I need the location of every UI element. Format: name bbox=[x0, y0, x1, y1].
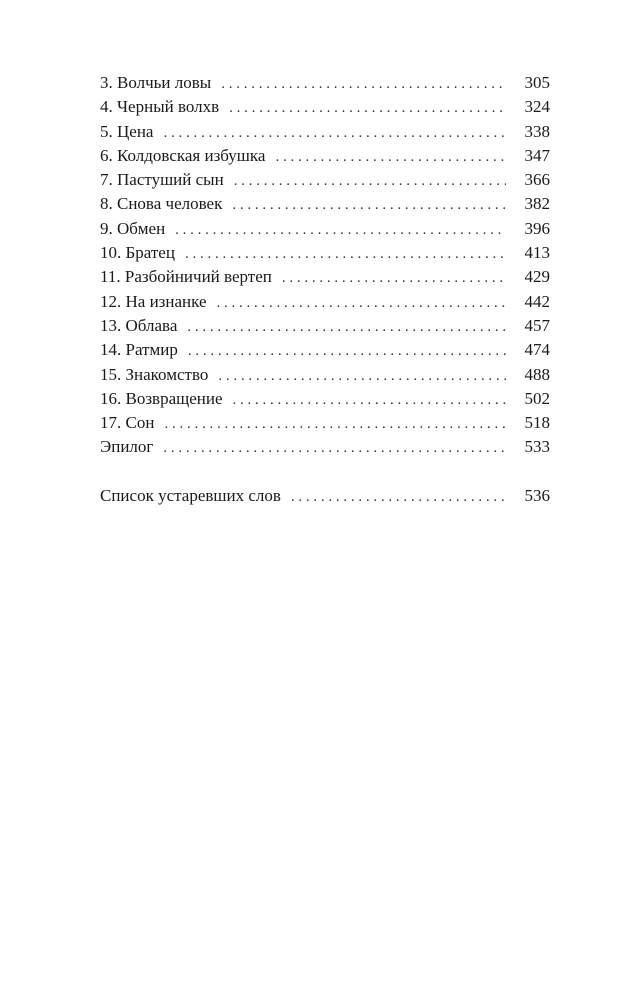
toc-entry-page: 305 bbox=[524, 73, 550, 92]
toc-entry-page: 347 bbox=[524, 145, 550, 165]
toc-entry-title: 5. Цена bbox=[100, 121, 154, 141]
toc-entry-title: Список устаревших слов bbox=[100, 486, 281, 506]
dot-leader bbox=[185, 242, 506, 266]
toc-entry-page: 457 bbox=[524, 315, 550, 335]
toc-entry-title: 9. Обмен bbox=[100, 218, 166, 238]
toc-entry-title: 8. Снова человек bbox=[100, 194, 223, 214]
dot-leader bbox=[234, 169, 506, 193]
toc-entry bbox=[100, 71, 550, 95]
toc-entry-page: 502 bbox=[524, 388, 550, 408]
toc-entry bbox=[100, 265, 550, 289]
dot-leader bbox=[187, 315, 506, 339]
toc-entry-title: 17. Сон bbox=[100, 413, 155, 433]
toc-entry-page: 474 bbox=[524, 340, 550, 360]
dot-leader bbox=[163, 436, 506, 460]
toc-entry-page: 382 bbox=[524, 194, 550, 214]
toc-entry-page: 413 bbox=[524, 243, 550, 263]
dot-leader bbox=[188, 339, 506, 363]
dot-leader bbox=[217, 291, 506, 315]
dot-leader bbox=[218, 364, 506, 388]
toc-entry-page: 488 bbox=[524, 364, 550, 384]
toc-entry bbox=[100, 387, 550, 411]
dot-leader bbox=[175, 218, 506, 242]
table-of-contents bbox=[100, 71, 550, 508]
dot-leader bbox=[232, 193, 506, 217]
toc-entry-appendix bbox=[100, 484, 550, 508]
dot-leader bbox=[282, 266, 506, 290]
toc-entry-title: 4. Черный волхв bbox=[100, 97, 220, 117]
toc-entry-page: 338 bbox=[524, 121, 550, 141]
toc-entry-title: 7. Пастуший сын bbox=[100, 170, 224, 190]
toc-entry bbox=[100, 290, 550, 314]
toc-entry-title: 15. Знакомство bbox=[100, 364, 209, 384]
dot-leader bbox=[233, 388, 506, 412]
toc-entry bbox=[100, 363, 550, 387]
toc-entry-title: 12. На изнанке bbox=[100, 291, 207, 311]
toc-entry-page: 396 bbox=[524, 218, 550, 238]
toc-entry bbox=[100, 168, 550, 192]
toc-entry bbox=[100, 120, 550, 144]
toc-entry-title: 11. Разбойничий вертеп bbox=[100, 267, 272, 287]
toc-entry bbox=[100, 435, 550, 459]
toc-entry bbox=[100, 411, 550, 435]
toc-entry-page: 442 bbox=[524, 291, 550, 311]
dot-leader bbox=[163, 121, 506, 145]
toc-entry bbox=[100, 192, 550, 216]
toc-entry bbox=[100, 144, 550, 168]
toc-entry-title: 6. Колдовская избушка bbox=[100, 145, 266, 165]
toc-entry bbox=[100, 241, 550, 265]
toc-entry-page: 324 bbox=[524, 97, 550, 117]
toc-entry-page: 429 bbox=[524, 267, 550, 287]
toc-entry-title: 16. Возвращение bbox=[100, 388, 223, 408]
toc-entry-page: 536 bbox=[524, 486, 550, 506]
toc-entry-title: 10. Братец bbox=[100, 243, 175, 263]
toc-entry-title: 3. Волчьи ловы bbox=[100, 73, 212, 92]
toc-entry bbox=[100, 314, 550, 338]
dot-leader bbox=[229, 96, 506, 120]
toc-entry-title: 14. Ратмир bbox=[100, 340, 178, 360]
toc-entry bbox=[100, 217, 550, 241]
toc-entry-title: Эпилог bbox=[100, 437, 154, 457]
toc-entry-page: 518 bbox=[524, 413, 550, 433]
toc-entry bbox=[100, 95, 550, 119]
toc-entry-page: 533 bbox=[524, 437, 550, 457]
toc-entry-title: 13. Облава bbox=[100, 315, 178, 335]
toc-entry-page: 366 bbox=[524, 170, 550, 190]
dot-leader bbox=[164, 412, 506, 436]
dot-leader bbox=[221, 72, 506, 96]
dot-leader bbox=[291, 485, 506, 509]
dot-leader bbox=[275, 145, 506, 169]
section-gap bbox=[100, 460, 550, 484]
toc-entry bbox=[100, 338, 550, 362]
